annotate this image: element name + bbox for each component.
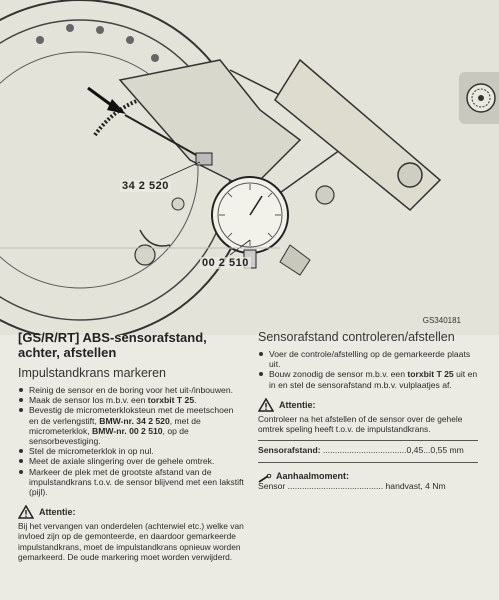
attention-label: Attentie: (279, 399, 316, 410)
section-thumb-icon (459, 72, 499, 124)
attention-text: Controleer na het afstellen of de sensor over de gehele omtrek speling heeft t.o.v. de impulstandkrans. (258, 413, 463, 435)
warning-icon (258, 398, 274, 412)
callout-tool-34-2-520: 34 2 520 (122, 180, 169, 192)
list-item: Voer de controle/afstelling op de gemarkeerde plaats uit. (258, 349, 478, 369)
attention-note-right (258, 398, 478, 434)
warning-icon (18, 505, 34, 519)
left-column (18, 330, 244, 562)
list-item: Meet de axiale slingering over de gehele omtrek. (18, 456, 244, 466)
torque-heading (258, 471, 478, 481)
list-item: Bouw zonodig de sensor m.b.v. een torxbit T 25 uit en in en stel de sensorafstand m.b.v. vulplaatjes af. (258, 369, 478, 389)
section-title: [GS/R/RT] ABS-sensorafstand, achter, afstellen (18, 330, 207, 360)
attention-text: Bij het vervangen van onderdelen (achterwiel etc.) welke van invloed zijn op de gemonteerde, en daardoor gemarkeerde impulstandkrans, moet de impulstandkrans opnieuw worden gemarkeerd. De oude markering moet worden verwijderd. (18, 521, 244, 562)
sensor-gap-spec (258, 445, 478, 456)
callout-tool-00-2-510: 00 2 510 (202, 257, 249, 269)
attention-note-left (18, 505, 244, 562)
list-item: Bevestig de micrometerklokstеun met de meetschoen en de verlengstift, BMW-nr. 34 2 520, met de micrometerklok, BMW-nr. 00 2 510, op de sensorbevestiging. (18, 405, 244, 446)
list-item: Reinig de sensor en de boring voor het uit-/inbouwen. (18, 385, 244, 395)
step-list-controleren (258, 349, 478, 390)
figure-code: GS340181 (422, 316, 461, 325)
spec-label: Sensorafstand: (258, 445, 321, 456)
subsection-title-markeren: Impulstandkrans markeren (18, 366, 166, 380)
right-column (258, 330, 478, 492)
step-list-markeren (18, 385, 244, 497)
divider (258, 440, 478, 441)
list-item: Stel de micrometerklok in op nul. (18, 446, 244, 456)
list-item: Markeer de plek met de grootste afstand van de impulstandkrans t.o.v. de sensor blijvend met een lakstift (pijl). (18, 467, 244, 498)
spec-value: ...................................0,45...0,55 mm (320, 445, 464, 456)
torque-label: Aanhaalmoment: (276, 471, 350, 482)
subsection-title-controleren: Sensorafstand controleren/afstellen (258, 330, 455, 344)
torque-spec: Sensor ........................................ handvast, 4 Nm (258, 481, 446, 492)
list-item: Maak de sensor los m.b.v. een torxbit T 25. (18, 395, 244, 405)
attention-label: Attentie: (39, 507, 76, 518)
divider (258, 462, 478, 463)
torque-wrench-icon (258, 471, 272, 481)
